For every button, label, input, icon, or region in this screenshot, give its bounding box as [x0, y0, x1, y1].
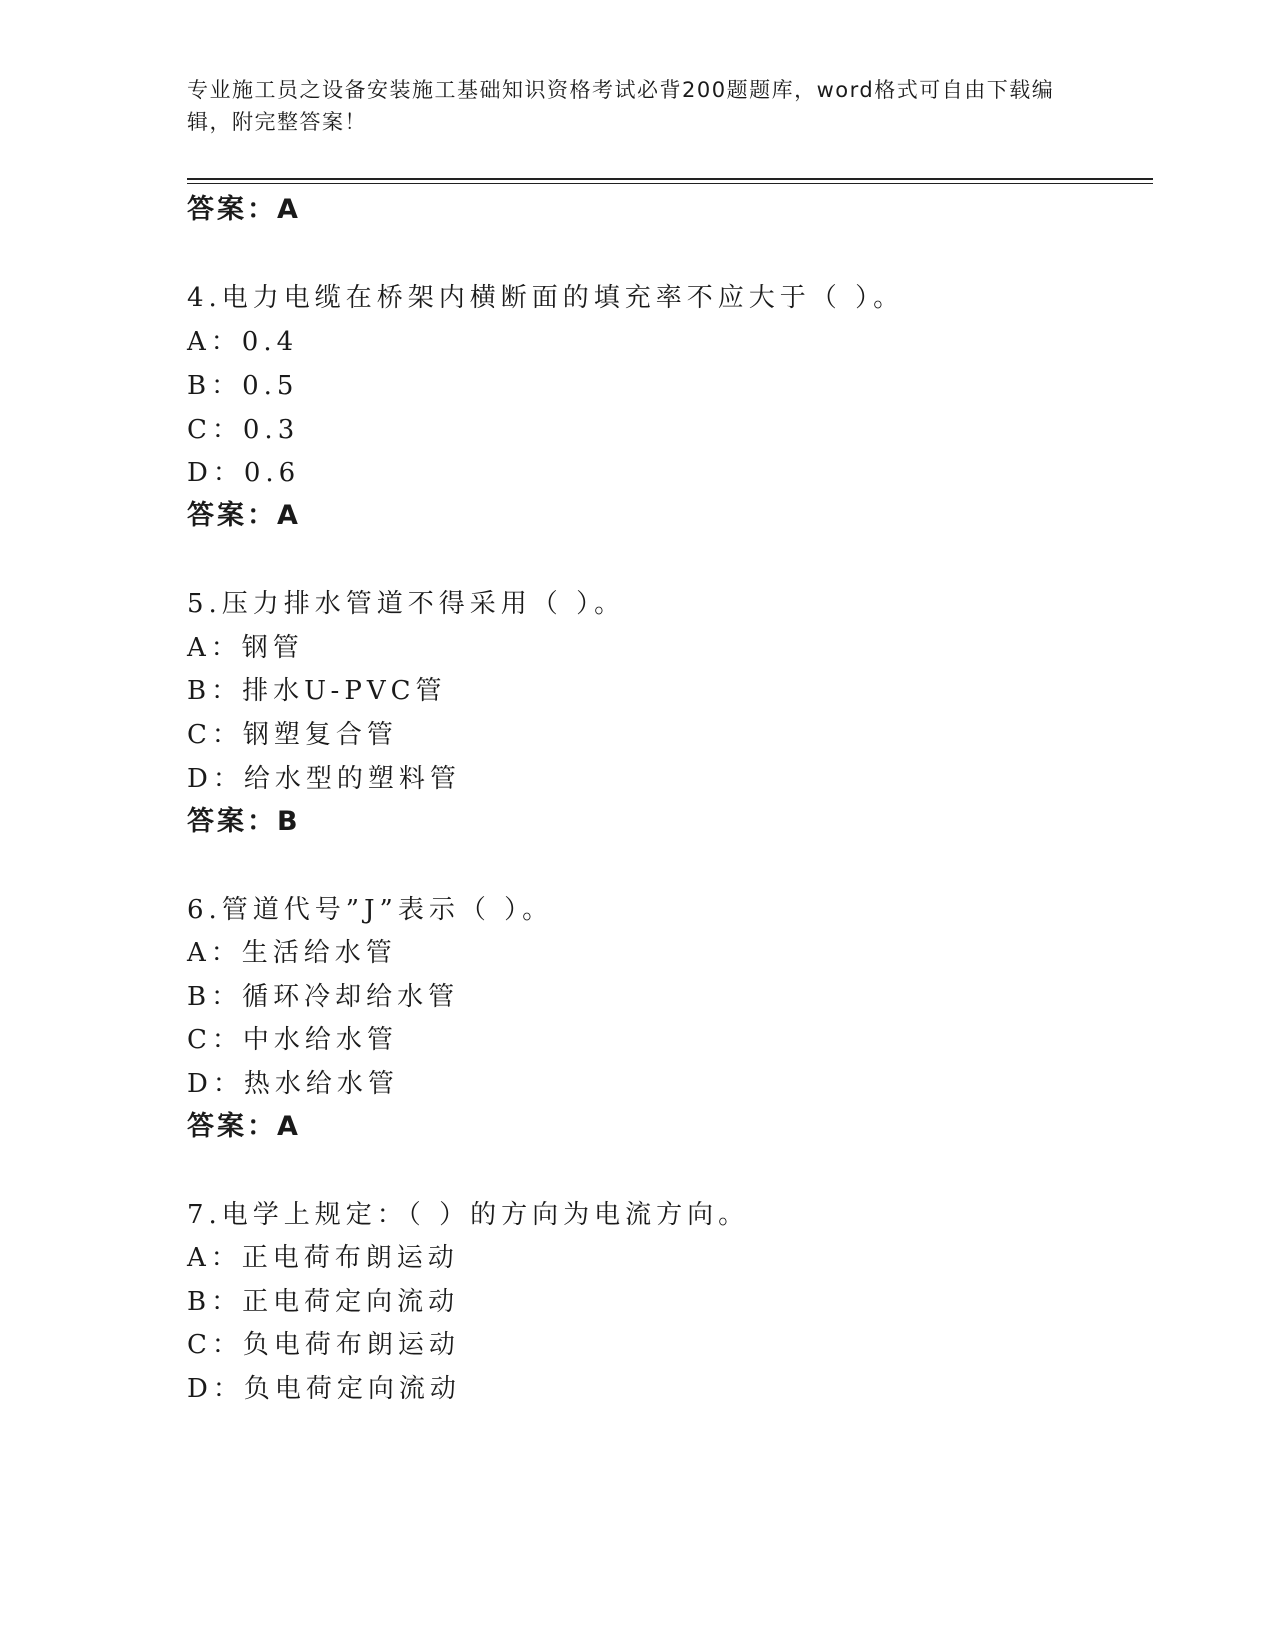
question-6-option-c: C：中水给水管: [187, 1025, 398, 1055]
question-6-option-a: A：生活给水管: [187, 938, 397, 968]
header-rule: [187, 178, 1153, 180]
question-5-answer: 答案：B: [187, 806, 301, 837]
question-4-option-d: D：0.6: [187, 458, 301, 488]
question-7-option-d: D：负电荷定向流动: [187, 1374, 461, 1404]
question-4-option-b: B：0.5: [187, 371, 299, 401]
header-rule-thin: [187, 183, 1153, 184]
document-header: 专业施工员之设备安装施工基础知识资格考试必背200题题库，word格式可自由下载编辑，附完整答案！: [187, 78, 1055, 134]
question-7-option-a: A：正电荷布朗运动: [187, 1243, 459, 1273]
question-5: 5.压力排水管道不得采用（ ）。: [187, 589, 626, 619]
question-5-option-a: A：钢管: [187, 633, 304, 663]
question-7-option-b: B：正电荷定向流动: [187, 1287, 460, 1317]
question-4-answer: 答案：A: [187, 500, 301, 531]
question-7-option-c: C：负电荷布朗运动: [187, 1330, 460, 1360]
question-6-option-b: B：循环冷却给水管: [187, 982, 460, 1012]
question-7: 7.电学上规定：（ ）的方向为电流方向。: [187, 1200, 750, 1230]
question-6: 6.管道代号”J”表示（ ）。: [187, 895, 554, 925]
answer-line: 答案：A: [187, 194, 301, 225]
question-4-option-c: C：0.3: [187, 415, 300, 445]
question-6-answer: 答案：A: [187, 1111, 301, 1142]
question-6-option-d: D：热水给水管: [187, 1069, 399, 1099]
question-5-option-b: B：排水U-PVC管: [187, 676, 447, 706]
question-5-option-c: C：钢塑复合管: [187, 720, 398, 750]
question-4-option-a: A：0.4: [187, 327, 299, 357]
question-4: 4.电力电缆在桥架内横断面的填充率不应大于（ ）。: [187, 283, 905, 313]
question-5-option-d: D：给水型的塑料管: [187, 764, 461, 794]
